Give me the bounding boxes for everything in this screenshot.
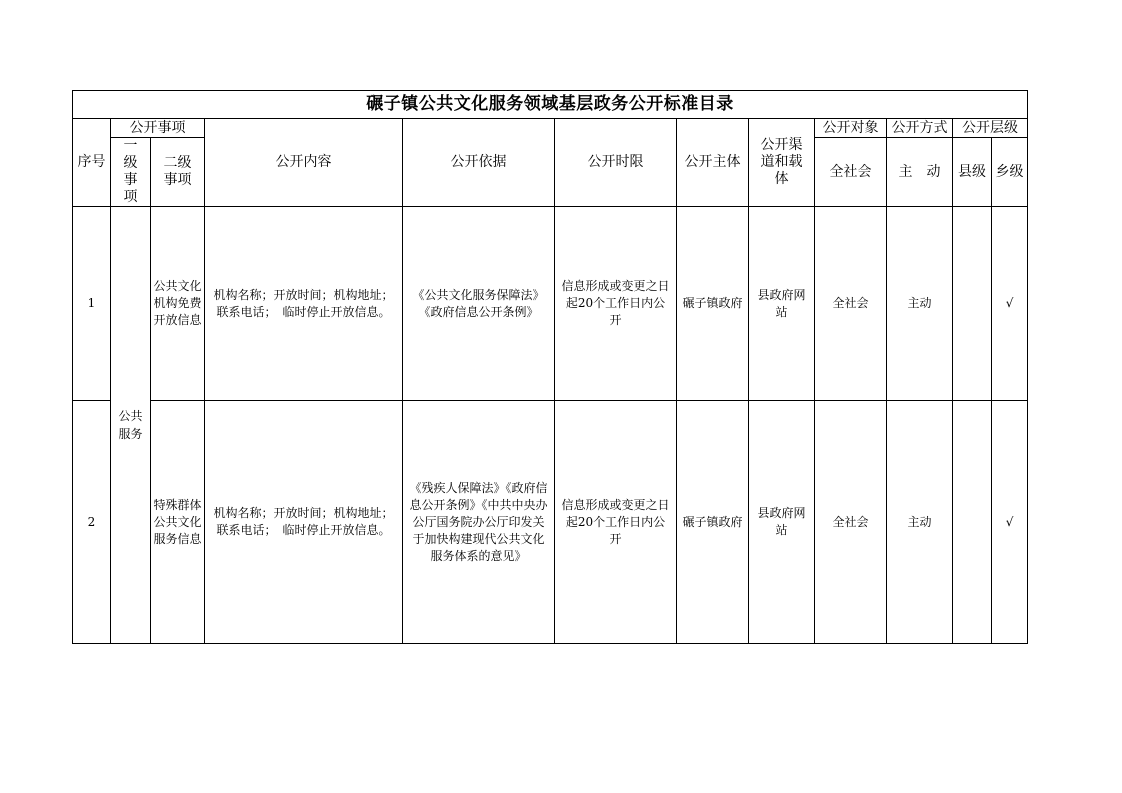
catalog-sheet xyxy=(72,90,1027,644)
row-method: 主动 xyxy=(887,207,953,401)
row-target: 全社会 xyxy=(815,207,887,401)
row-county xyxy=(953,207,992,401)
header-level-township: 乡级 xyxy=(992,138,1028,207)
header-method-group: 公开方式 xyxy=(887,119,953,138)
row-subject: 碾子镇政府 xyxy=(677,401,749,644)
header-item-group: 公开事项 xyxy=(111,119,205,138)
header-channel: 公开渠道和载体 xyxy=(749,119,815,207)
row-time-limit: 信息形成或变更之日起20个工作日内公开 xyxy=(555,401,677,644)
catalog-table xyxy=(72,90,1028,644)
header-target-group: 公开对象 xyxy=(815,119,887,138)
header-seq: 序号 xyxy=(73,119,111,207)
row-county xyxy=(953,401,992,644)
table-row xyxy=(73,401,1028,644)
row-basis: 《残疾人保障法》《政府信息公开条例》《中共中央办公厅国务院办公厅印发关于加快构建现代公共文化服务体系的意见》 xyxy=(403,401,555,644)
row-channel: 县政府网站 xyxy=(749,401,815,644)
header-level-group: 公开层级 xyxy=(953,119,1028,138)
header-time-limit: 公开时限 xyxy=(555,119,677,207)
header-level1: 一级事项 xyxy=(111,138,151,207)
row-subject: 碾子镇政府 xyxy=(677,207,749,401)
row-seq: 2 xyxy=(73,401,111,644)
row-method: 主动 xyxy=(887,401,953,644)
header-basis: 公开依据 xyxy=(403,119,555,207)
header-target-all: 全社会 xyxy=(815,138,887,207)
header-subject: 公开主体 xyxy=(677,119,749,207)
row-channel: 县政府网站 xyxy=(749,207,815,401)
header-method-active: 主 动 xyxy=(887,138,953,207)
row-time-limit: 信息形成或变更之日起20个工作日内公开 xyxy=(555,207,677,401)
row-level2: 特殊群体公共文化服务信息 xyxy=(151,401,205,644)
row-township-check: √ xyxy=(992,207,1028,401)
table-title: 碾子镇公共文化服务领域基层政务公开标准目录 xyxy=(73,91,1028,119)
row-township-check: √ xyxy=(992,401,1028,644)
header-level-county: 县级 xyxy=(953,138,992,207)
level1-value: 公共服务 xyxy=(111,207,151,644)
header-content: 公开内容 xyxy=(205,119,403,207)
row-seq: 1 xyxy=(73,207,111,401)
row-content: 机构名称；开放时间；机构地址；联系电话； 临时停止开放信息。 xyxy=(205,207,403,401)
header-level2: 二级事项 xyxy=(151,138,205,207)
row-level2: 公共文化机构免费开放信息 xyxy=(151,207,205,401)
row-content: 机构名称；开放时间；机构地址；联系电话； 临时停止开放信息。 xyxy=(205,401,403,644)
row-basis: 《公共文化服务保障法》《政府信息公开条例》 xyxy=(403,207,555,401)
table-row xyxy=(73,207,1028,401)
row-target: 全社会 xyxy=(815,401,887,644)
